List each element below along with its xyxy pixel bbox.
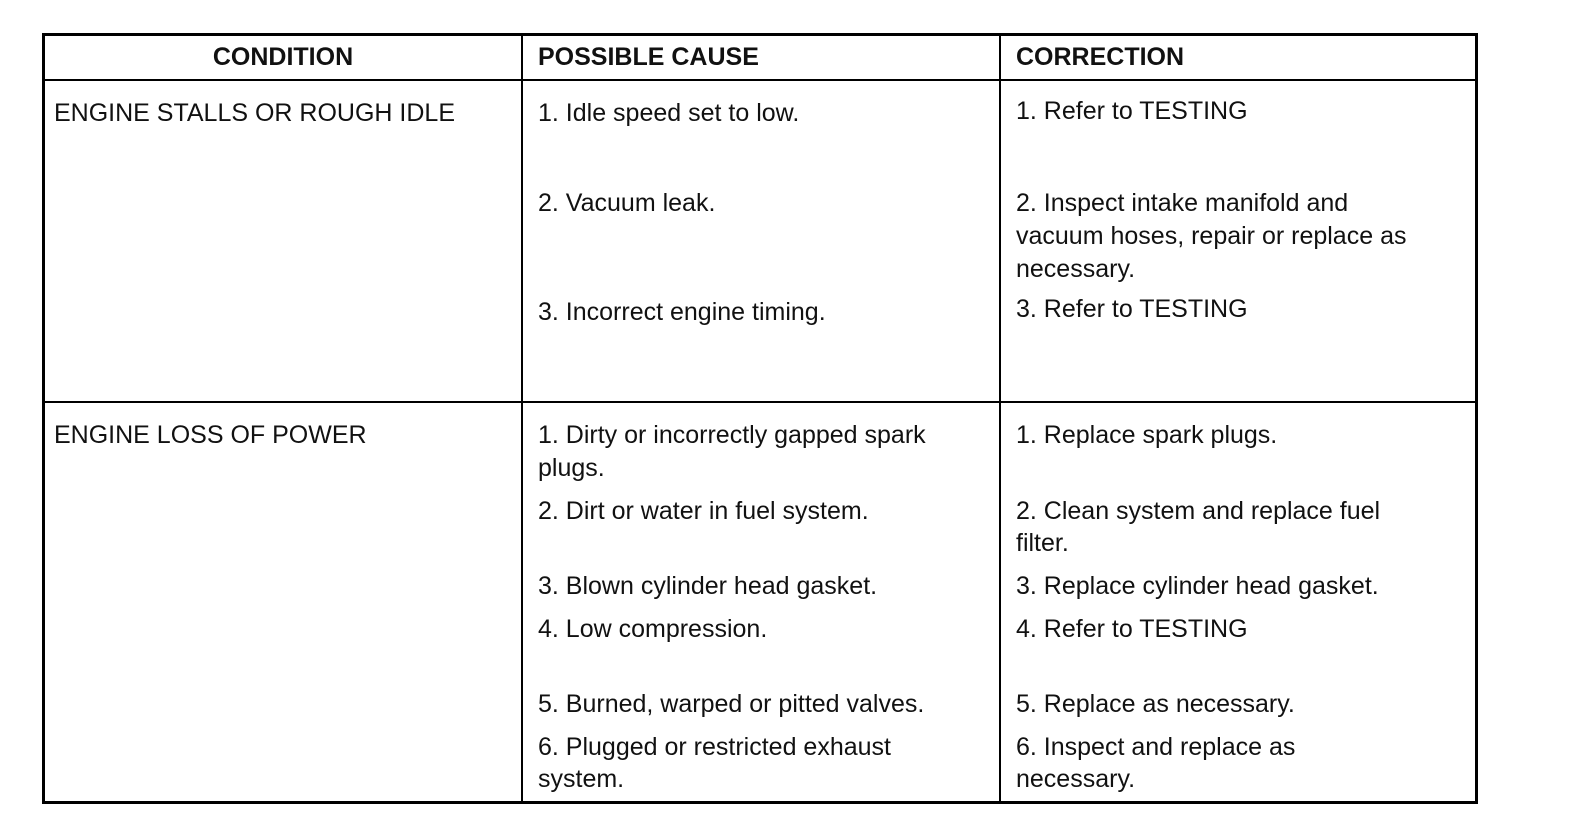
column-divider xyxy=(521,36,523,801)
header-divider xyxy=(45,79,1475,81)
cause-line: 3. Incorrect engine timing. xyxy=(538,298,826,326)
cause-line: 6. Plugged or restricted exhaust xyxy=(538,733,891,761)
cause-line: 5. Burned, warped or pitted valves. xyxy=(538,690,925,718)
column-divider xyxy=(999,36,1001,801)
condition-cell: ENGINE LOSS OF POWER xyxy=(54,421,367,449)
cause-line: 3. Blown cylinder head gasket. xyxy=(538,572,878,600)
correction-line: filter. xyxy=(1016,529,1069,557)
header-condition: CONDITION xyxy=(212,43,354,71)
correction-line: 1. Refer to TESTING xyxy=(1016,97,1248,125)
correction-line: 4. Refer to TESTING xyxy=(1016,615,1248,643)
correction-line: vacuum hoses, repair or replace as xyxy=(1016,222,1407,250)
header-correction: CORRECTION xyxy=(1016,43,1185,71)
cause-line: plugs. xyxy=(538,454,605,482)
cause-line: 4. Low compression. xyxy=(538,615,768,643)
row-divider xyxy=(45,401,1475,403)
troubleshooting-table xyxy=(42,33,1478,804)
correction-line: 6. Inspect and replace as xyxy=(1016,733,1296,761)
condition-cell: ENGINE STALLS OR ROUGH IDLE xyxy=(54,99,456,127)
correction-line: 2. Clean system and replace fuel xyxy=(1016,497,1381,525)
correction-line: 5. Replace as necessary. xyxy=(1016,690,1295,718)
header-possible-cause: POSSIBLE CAUSE xyxy=(538,43,759,71)
cause-line: 2. Dirt or water in fuel system. xyxy=(538,497,869,525)
correction-line: 3. Refer to TESTING xyxy=(1016,295,1248,323)
cause-line: 2. Vacuum leak. xyxy=(538,189,716,217)
correction-line: 1. Replace spark plugs. xyxy=(1016,421,1278,449)
correction-line: necessary. xyxy=(1016,765,1136,793)
correction-line: necessary. xyxy=(1016,255,1136,283)
correction-line: 2. Inspect intake manifold and xyxy=(1016,189,1349,217)
cause-line: system. xyxy=(538,765,625,793)
cause-line: 1. Dirty or incorrectly gapped spark xyxy=(538,421,926,449)
cause-line: 1. Idle speed set to low. xyxy=(538,99,800,127)
correction-line: 3. Replace cylinder head gasket. xyxy=(1016,572,1379,600)
